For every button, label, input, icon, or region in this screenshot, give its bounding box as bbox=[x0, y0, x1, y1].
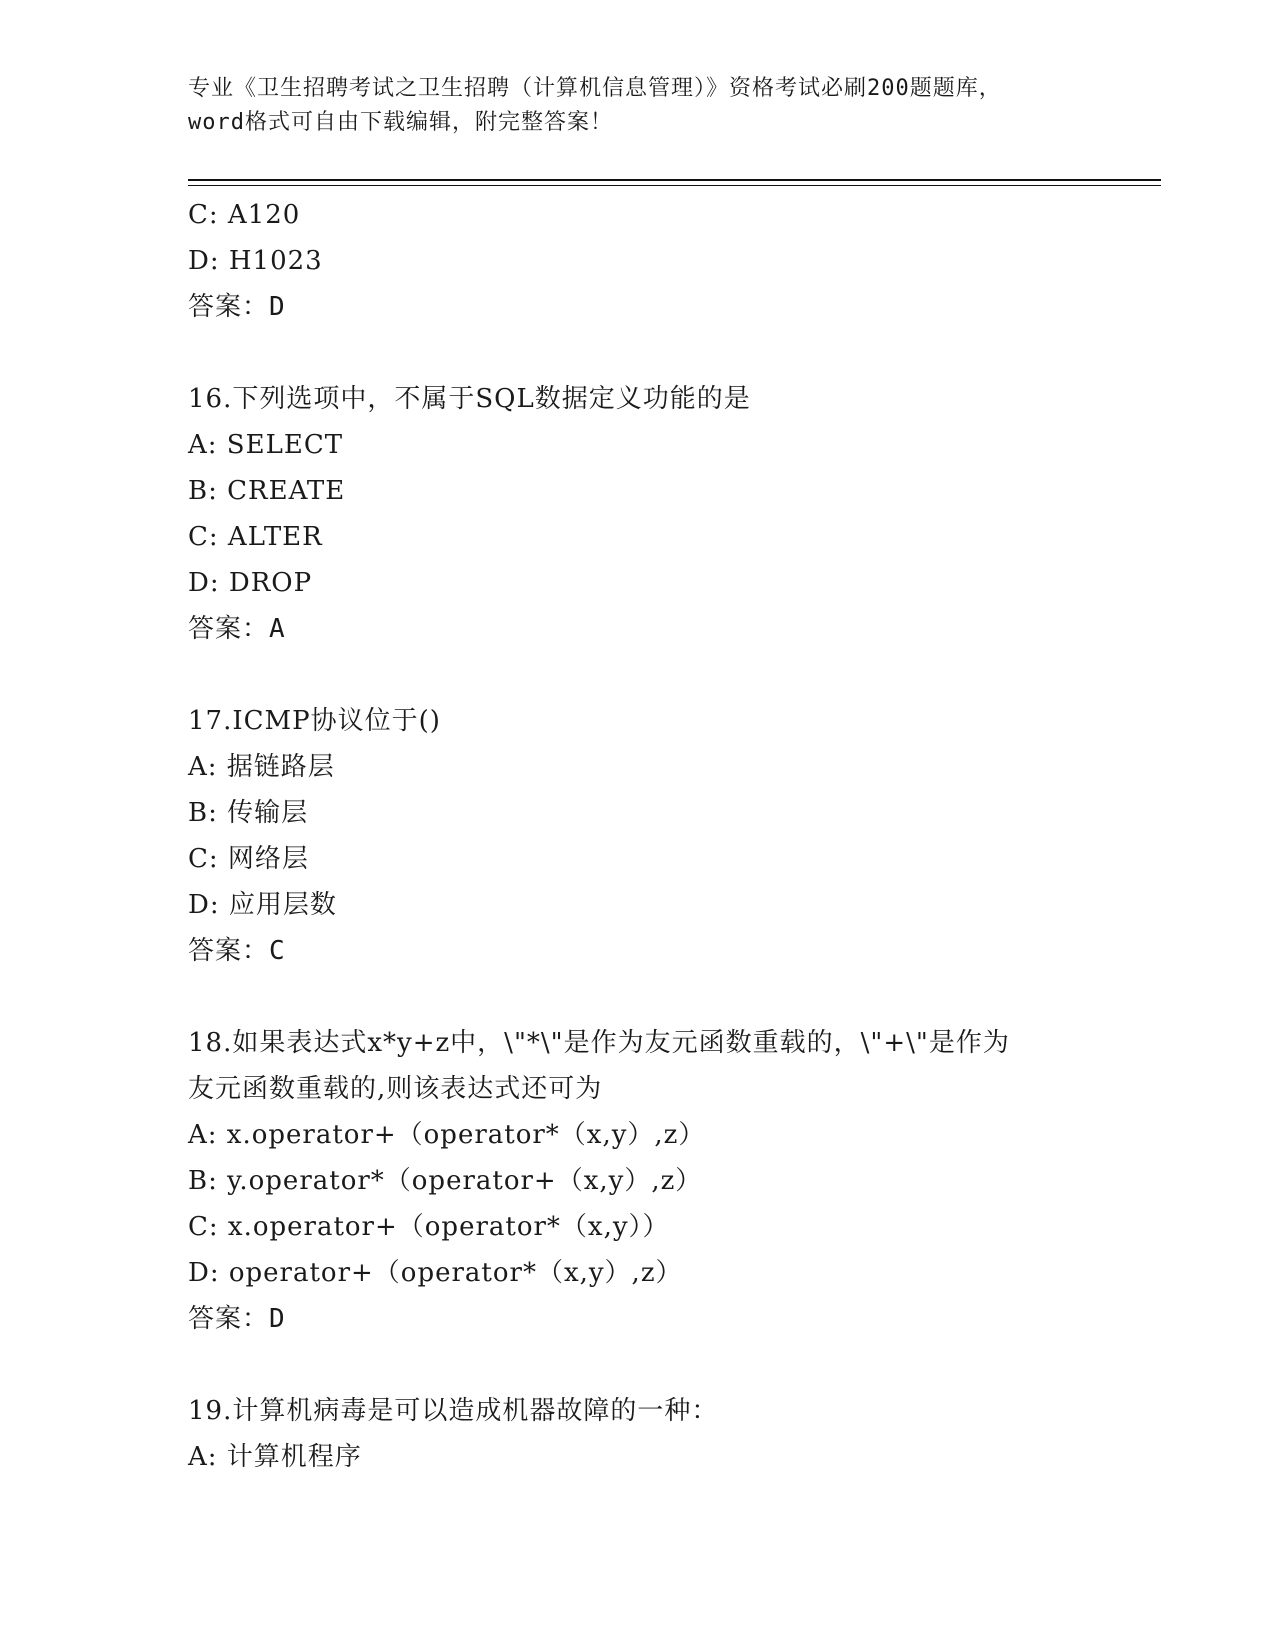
answer-line: 答案：D bbox=[188, 292, 286, 322]
answer-line: 答案：C bbox=[188, 936, 286, 966]
answer-line: 答案：D bbox=[188, 1304, 286, 1334]
question-18 bbox=[188, 1020, 1148, 1342]
option-b: B: CREATE bbox=[188, 476, 346, 506]
header-title-line-2: word格式可自由下载编辑，附完整答案！ bbox=[188, 110, 613, 135]
option-d: D: operator+（operator*（x,y）,z） bbox=[188, 1258, 683, 1288]
option-b: B: 传输层 bbox=[188, 798, 309, 828]
option-c: C: x.operator+（operator*（x,y）） bbox=[188, 1212, 670, 1242]
question-stem-line-1: 18.如果表达式x*y+z中，\"*\"是作为友元函数重载的，\"+\"是作为 bbox=[188, 1028, 1010, 1058]
spacer bbox=[188, 974, 1148, 1020]
document-header bbox=[188, 72, 1088, 140]
option-a: A: SELECT bbox=[188, 430, 344, 460]
question-17 bbox=[188, 698, 1148, 974]
option-a: A: x.operator+（operator*（x,y）,z） bbox=[188, 1120, 706, 1150]
question-stem: 19.计算机病毒是可以造成机器故障的一种： bbox=[188, 1396, 719, 1426]
spacer bbox=[188, 330, 1148, 376]
question-stem: 17.ICMP协议位于() bbox=[188, 706, 441, 736]
option-a: A: 计算机程序 bbox=[188, 1442, 362, 1472]
option-b: B: y.operator*（operator+（x,y）,z） bbox=[188, 1166, 703, 1196]
question-stem-line-2: 友元函数重载的,则该表达式还可为 bbox=[188, 1074, 603, 1104]
option-d: D: H1023 bbox=[188, 246, 323, 276]
option-d: D: 应用层数 bbox=[188, 890, 337, 920]
option-c: C: ALTER bbox=[188, 522, 323, 552]
question-16 bbox=[188, 376, 1148, 652]
spacer bbox=[188, 652, 1148, 698]
header-title-line-1: 专业《卫生招聘考试之卫生招聘（计算机信息管理）》资格考试必刷200题题库， bbox=[188, 76, 1002, 101]
option-a: A: 据链路层 bbox=[188, 752, 335, 782]
question-list bbox=[188, 192, 1148, 1480]
question-stem: 16.下列选项中，不属于SQL数据定义功能的是 bbox=[188, 384, 751, 414]
header-divider-thick bbox=[188, 179, 1161, 181]
option-c: C: A120 bbox=[188, 200, 301, 230]
option-c: C: 网络层 bbox=[188, 844, 309, 874]
question-15-partial bbox=[188, 192, 1148, 330]
question-19 bbox=[188, 1388, 1148, 1480]
spacer bbox=[188, 1342, 1148, 1388]
option-d: D: DROP bbox=[188, 568, 313, 598]
answer-line: 答案：A bbox=[188, 614, 286, 644]
header-divider-thin bbox=[188, 185, 1161, 186]
